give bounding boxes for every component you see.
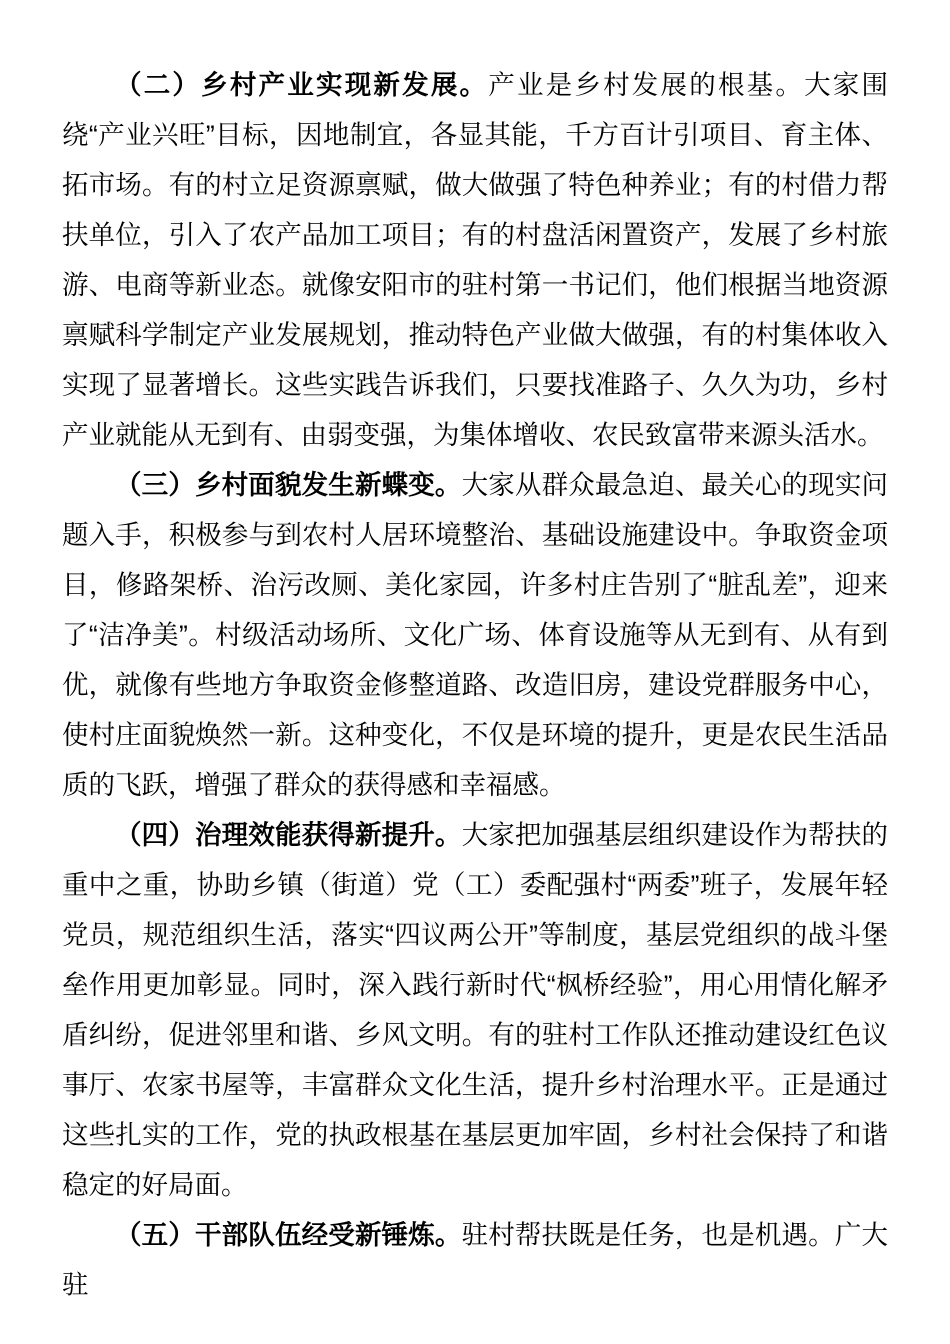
paragraph-section-5 [62,1210,888,1310]
paragraph-body: 大家把加强基层组织建设作为帮扶的重中之重，协助乡镇（街道）党（工）委配强村“两委”班子，发展年轻党员，规范组织生活，落实“四议两公开”等制度，基层党组织的战斗堡垒作用更加彰显。同时，深入践行新时代“枫桥经验”，用心用情化解矛盾纠纷，促进邻里和谐、乡风文明。有的驻村工作队还推动建设红色议事厅、农家书屋等，丰富群众文化生活，提升乡村治理水平。正是通过这些扎实的工作，党的执政根基在基层更加牢固，乡村社会保持了和谐稳定的好局面。 [62,820,889,1200]
paragraph-section-4 [62,810,888,1210]
paragraph-body: 大家从群众最急迫、最关心的现实问题入手，积极参与到农村人居环境整治、基础设施建设中。争取资金项目，修路架桥、治污改厕、美化家园，许多村庄告别了“脏乱差”，迎来了“洁净美”。村级活动场所、文化广场、体育设施等从无到有、从有到优，就像有些地方争取资金修整道路、改造旧房，建设党群服务中心，使村庄面貌焕然一新。这种变化，不仅是环境的提升，更是农民生活品质的飞跃，增强了群众的获得感和幸福感。 [62,470,889,800]
paragraph-heading: （三）乡村面貌发生新蝶变。 [115,470,462,500]
paragraph-section-3 [62,460,888,810]
paragraph-heading: （四）治理效能获得新提升。 [115,820,462,850]
paragraph-heading: （二）乡村产业实现新发展。 [115,70,489,100]
paragraph-heading: （五）干部队伍经受新锤炼。 [115,1220,462,1250]
paragraph-section-2 [62,60,888,460]
paragraph-body: 产业是乡村发展的根基。大家围绕“产业兴旺”目标，因地制宜，各显其能，千方百计引项目、育主体、拓市场。有的村立足资源禀赋，做大做强了特色种养业；有的村借力帮扶单位，引入了农产品加工项目；有的村盘活闲置资产，发展了乡村旅游、电商等新业态。就像安阳市的驻村第一书记们，他们根据当地资源禀赋科学制定产业发展规划，推动特色产业做大做强，有的村集体收入实现了显著增长。这些实践告诉我们，只要找准路子、久久为功，乡村产业就能从无到有、由弱变强，为集体增收、农民致富带来源头活水。 [62,70,888,450]
paragraph-body: 驻村帮扶既是任务，也是机遇。广大驻 [62,1220,889,1300]
